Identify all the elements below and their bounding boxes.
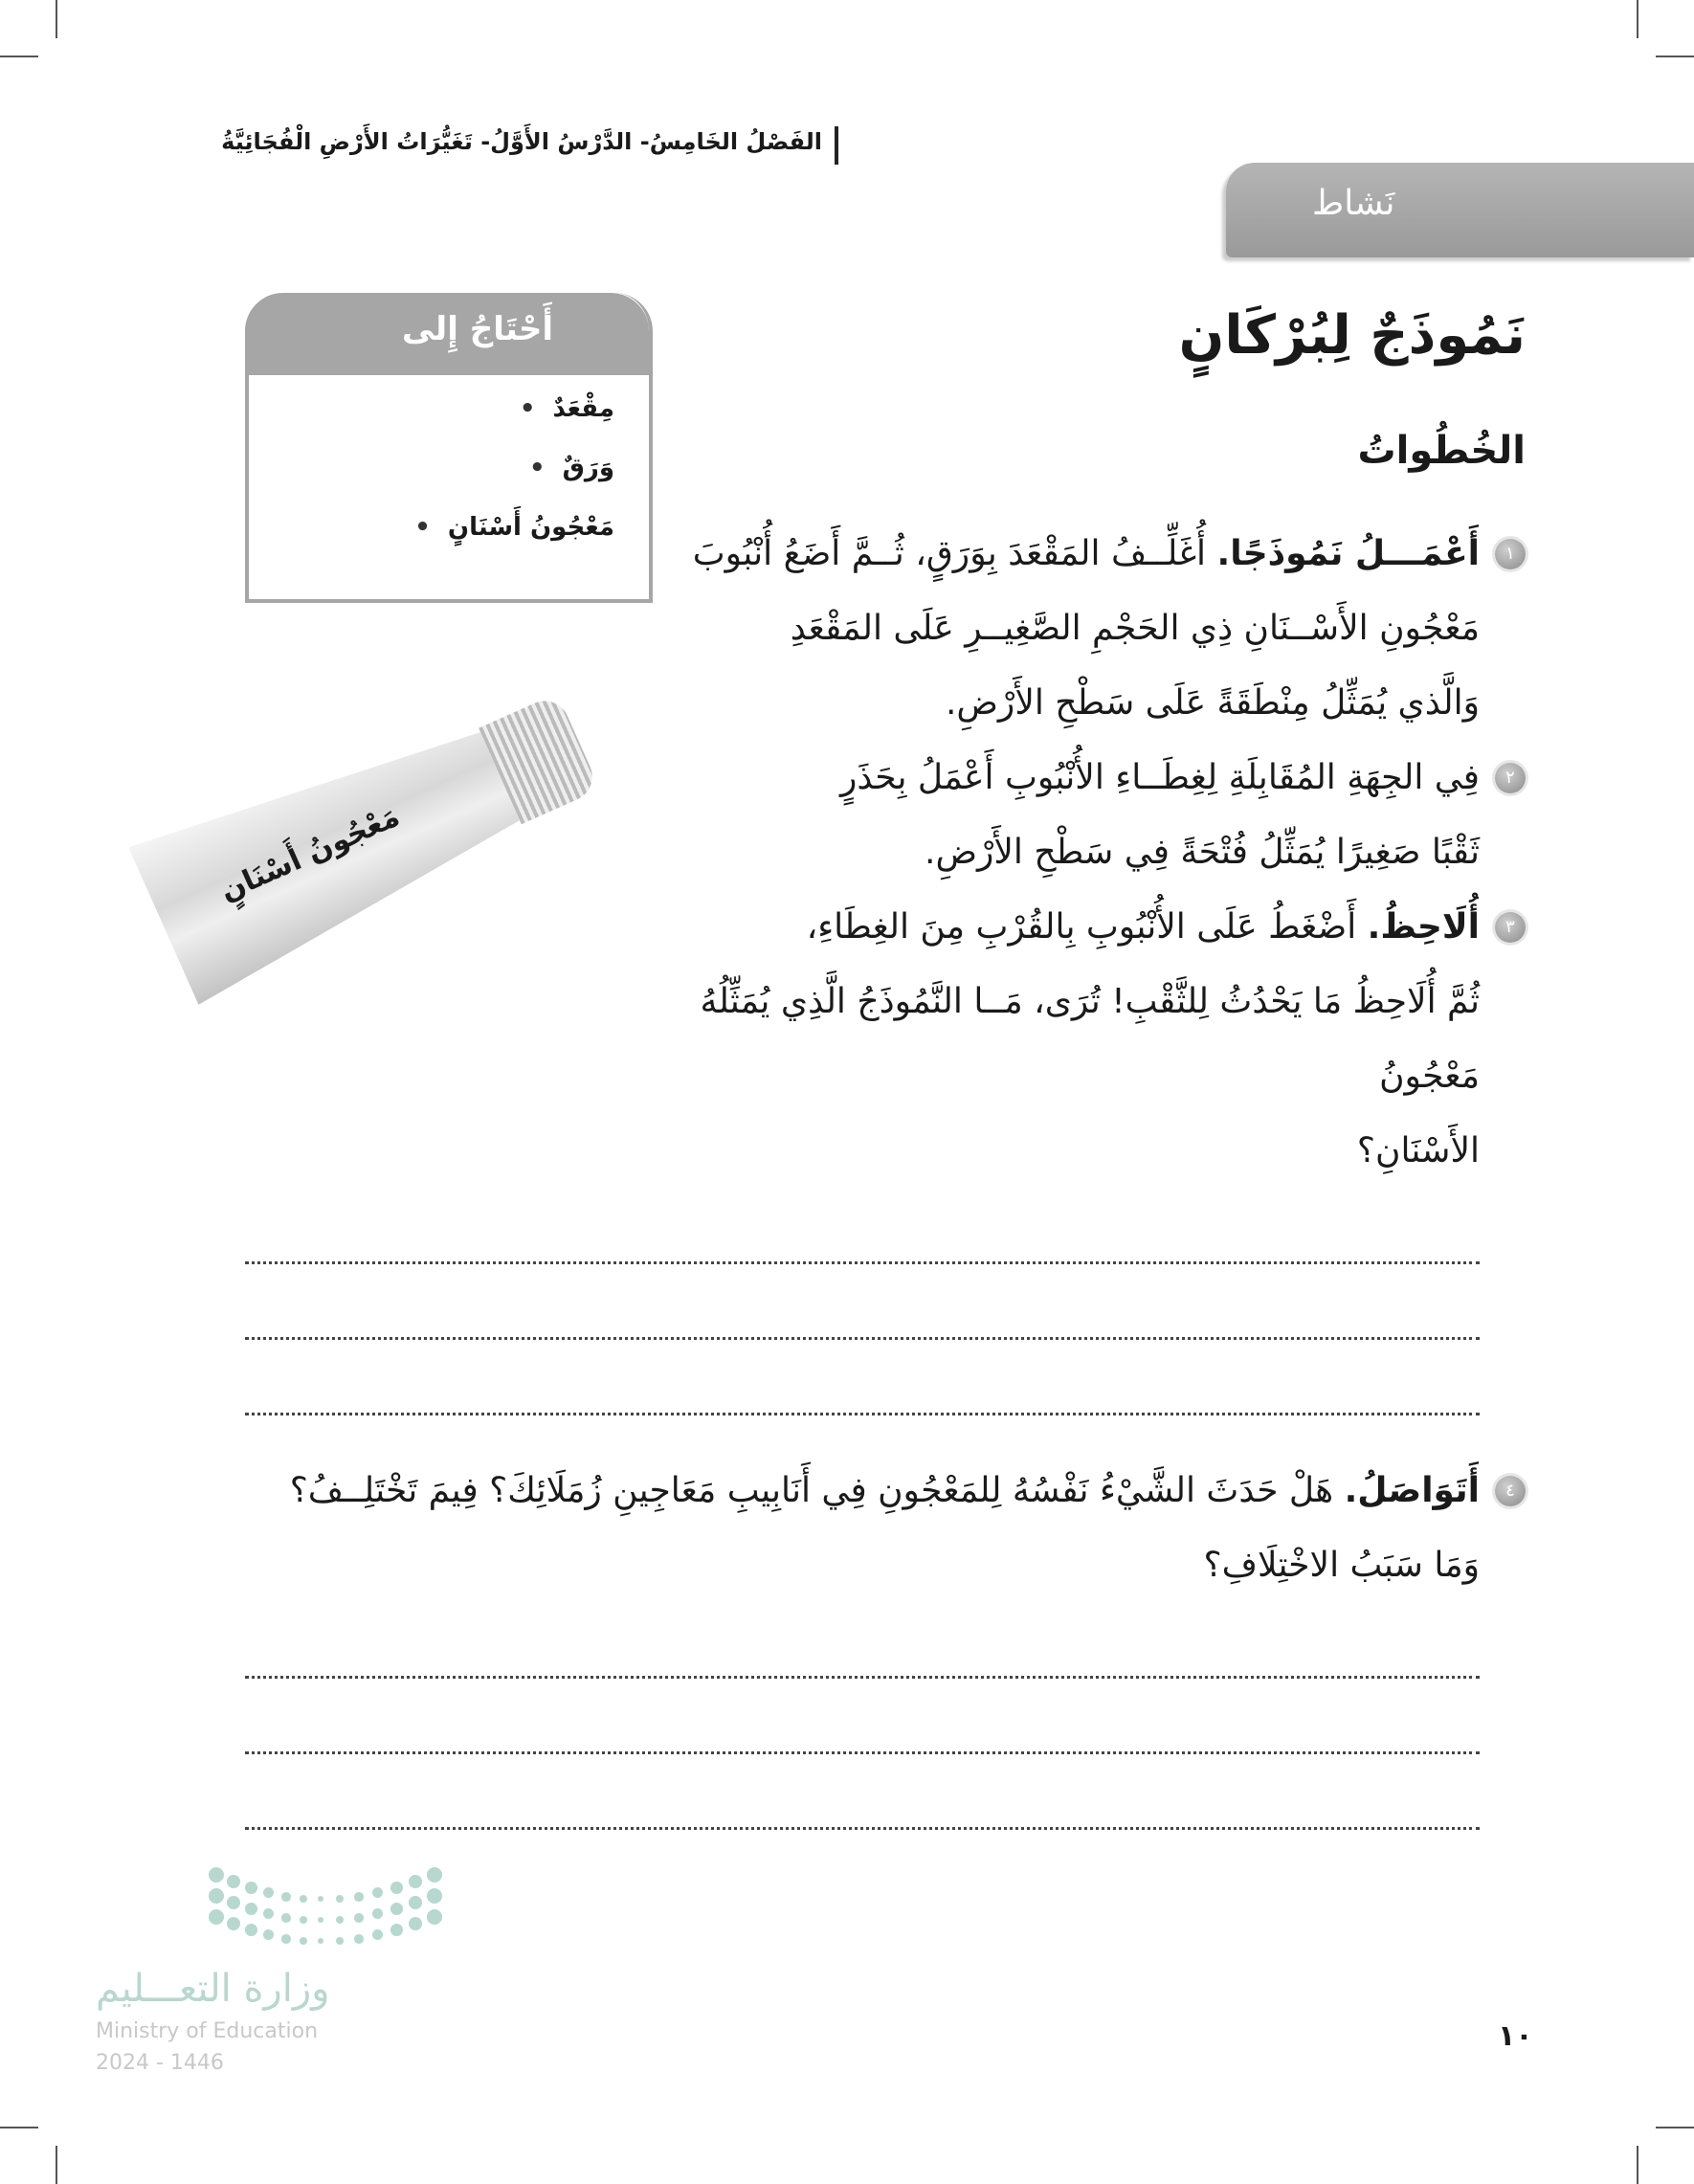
- edition-year: 2024 - 1446: [96, 2051, 224, 2075]
- step-line: مَعْجُونِ الأَسْــنَانِ ذِي الحَجْمِ الصَّغِيــرِ عَلَى المَقْعَدِ: [790, 609, 1480, 648]
- activity-tab-label: نَشاط: [1312, 184, 1395, 223]
- step-line: فِي الجِهَةِ المُقَابِلَةِ لِغِطَــاءِ الأُنْبُوبِ أَعْمَلُ بِحَذَرٍ: [839, 758, 1480, 797]
- material-item: وَرَقٌ •: [529, 454, 614, 482]
- crop-mark: [1637, 2146, 1638, 2184]
- crop-mark: [56, 2146, 57, 2184]
- materials-header: [245, 293, 649, 375]
- crop-mark: [1656, 2127, 1694, 2128]
- logo-dot: [281, 1892, 291, 1902]
- logo-dot: [372, 1908, 383, 1919]
- logo-dot: [336, 1937, 344, 1945]
- logo-dot: [227, 1917, 240, 1930]
- logo-dot: [281, 1934, 291, 1944]
- logo-dot: [263, 1887, 274, 1898]
- step-number: ٤: [1495, 1476, 1526, 1506]
- logo-dot: [372, 1887, 383, 1898]
- step-2: [651, 741, 1526, 890]
- step-text: أُغَلِّــفُ المَقْعَدَ بِوَرَقٍ، ثُــمَّ أَضَعُ أُنْبُوبَ: [692, 534, 1207, 573]
- logo-dot: [318, 1917, 323, 1923]
- crop-mark: [1656, 56, 1694, 57]
- logo-dot: [263, 1929, 274, 1940]
- logo-dot: [227, 1875, 240, 1888]
- page-number: ١٠: [1498, 2019, 1533, 2053]
- logo-dot: [390, 1882, 403, 1894]
- logo-dot: [336, 1895, 344, 1903]
- logo-dot: [318, 1896, 323, 1902]
- step-lead: أُلَاحِظُ.: [1367, 907, 1480, 947]
- step-line: الأَسْنَانِ؟: [1356, 1131, 1480, 1170]
- step-line: ثُمَّ أُلَاحِظُ مَا يَحْدُثُ لِلثَّقْبِ! تُرَى، مَــا النَّمُوذَجُ الَّذِي يُمَثِّلُهُ مَعْجُونُ: [700, 982, 1480, 1096]
- step-number: ٢: [1495, 763, 1526, 793]
- step-lead: أَعْمَـــلُ نَمُوذَجًا.: [1216, 534, 1480, 573]
- steps-column: [168, 517, 1526, 1830]
- logo-dot: [318, 1938, 323, 1944]
- answer-line[interactable]: [245, 1679, 1480, 1754]
- logo-dot: [245, 1924, 257, 1936]
- logo-dot: [354, 1934, 364, 1944]
- answer-line[interactable]: [245, 1603, 1480, 1679]
- answer-line[interactable]: [245, 1754, 1480, 1830]
- crop-mark: [1637, 0, 1638, 38]
- logo-dot: [209, 1888, 224, 1904]
- step-line: [245, 1454, 1480, 1528]
- step-lead: أَتَوَاصَلُ.: [1344, 1471, 1480, 1510]
- breadcrumb: الفَصْلُ الخَامِسُ- الدَّرْسُ الأَوَّلُ- تَغَيُّرَاتُ الأَرْضِ الْفُجَائِيَّةُ: [221, 128, 822, 155]
- logo-dot: [354, 1892, 364, 1902]
- logo-dot: [409, 1875, 422, 1888]
- step-text: أَضْغَطُ عَلَى الأُنْبُوبِ بِالقُرْبِ مِنَ الغِطَاءِ،: [806, 907, 1357, 947]
- step-number: ٣: [1495, 912, 1526, 943]
- material-item: مَعْجُونُ أَسْنَانٍ •: [414, 513, 614, 542]
- ministry-name-arabic: وزارة التعـــليم: [96, 1967, 330, 2011]
- crop-mark: [0, 56, 38, 57]
- tube-label: مَعْجُونُ أَسْنَانٍ: [214, 799, 405, 909]
- answer-line[interactable]: [245, 1340, 1480, 1415]
- header-divider: [835, 126, 838, 165]
- crop-mark: [56, 0, 57, 38]
- logo-dot: [227, 1896, 240, 1909]
- logo-dot: [281, 1913, 291, 1923]
- logo-dot: [390, 1924, 403, 1936]
- step-line: [651, 890, 1480, 965]
- logo-dot: [427, 1888, 442, 1904]
- answer-line[interactable]: [245, 1264, 1480, 1340]
- logo-dot: [245, 1882, 257, 1894]
- activity-tab: [1226, 163, 1694, 257]
- crop-mark: [0, 2127, 38, 2128]
- step-line: [651, 517, 1480, 591]
- logo-dot: [209, 1867, 224, 1883]
- logo-dot: [300, 1916, 307, 1924]
- logo-dot: [263, 1908, 274, 1919]
- material-item: مِقْعَدٌ •: [520, 394, 614, 423]
- materials-title: أَحْتَاجُ إِلى: [402, 310, 553, 348]
- logo-dot: [300, 1895, 307, 1903]
- logo-dot: [209, 1909, 224, 1925]
- logo-dot: [354, 1913, 364, 1923]
- answer-line[interactable]: [245, 1189, 1480, 1264]
- logo-dot: [390, 1903, 403, 1915]
- step-1: [651, 517, 1526, 741]
- logo-dot: [245, 1903, 257, 1915]
- logo-dot: [427, 1867, 442, 1883]
- step-line: وَالَّذي يُمَثِّلُ مِنْطَقَةً عَلَى سَطْحِ الأَرْضِ.: [945, 683, 1480, 723]
- logo-dot: [300, 1937, 307, 1945]
- logo-dot: [409, 1896, 422, 1909]
- logo-dot: [409, 1917, 422, 1930]
- step-line: ثَقْبًا صَغِيرًا يُمَثِّلُ فُتْحَةً فِي سَطْحِ الأَرْضِ.: [925, 833, 1480, 872]
- page-title: نَمُوذَجٌ لِبُرْكَانٍ: [1178, 304, 1526, 367]
- step-number: ١: [1495, 539, 1526, 569]
- logo-dot: [427, 1909, 442, 1925]
- step-3: [651, 890, 1526, 1189]
- steps-heading: الخُطُواتُ: [1357, 429, 1526, 473]
- logo-dot: [336, 1916, 344, 1924]
- ministry-name-english: Ministry of Education: [96, 2019, 319, 2043]
- logo-dot: [372, 1929, 383, 1940]
- step-text: هَلْ حَدَثَ الشَّيْءُ نَفْسُهُ لِلمَعْجُونِ فِي أَنَابِيبِ مَعَاجِينِ زُمَلَائِكَ؟ فِيمَ تَخْتَلِــفُ؟: [289, 1471, 1334, 1510]
- step-line: وَمَا سَبَبُ الاخْتِلَافِ؟: [1203, 1546, 1480, 1585]
- step-4: [245, 1454, 1526, 1603]
